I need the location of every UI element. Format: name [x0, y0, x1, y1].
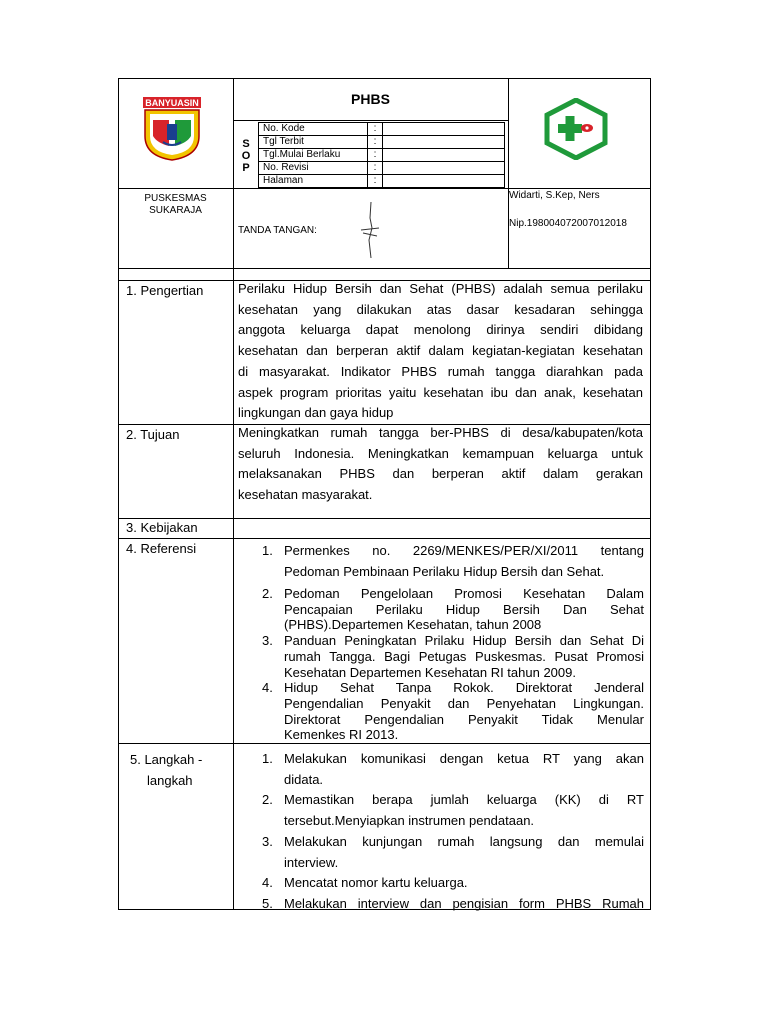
sop-field-sep: :: [368, 149, 383, 162]
list-item-line: tersebut.Menyiapkan instrumen pendataan.: [284, 813, 535, 829]
org-name-line1: PUSKESMAS: [144, 193, 207, 204]
sop-letter-p: P: [242, 162, 250, 174]
list-item-line: Kemenkes RI 2013.: [284, 727, 399, 743]
sop-row: [259, 175, 505, 188]
list-item-line: Direktorat Pengendalian Penyakit Tidak Menular: [284, 711, 644, 727]
sop-field-label: No. Revisi: [259, 162, 368, 175]
sop-field-sep: :: [368, 123, 383, 136]
list-item: [262, 832, 644, 873]
sop-row: [259, 162, 505, 175]
list-item-line: Permenkes no. 2269/MENKES/PER/XI/2011 tentang: [284, 543, 644, 558]
section-label-langkah-line1: 5. Langkah -: [130, 752, 203, 767]
list-item-line: Kesehatan Departemen Kesehatan RI tahun 2009.: [284, 664, 576, 680]
page-title: PHBS: [351, 91, 390, 107]
list-item-number: 4.: [262, 680, 273, 696]
paragraph-line: Perilaku Hidup Bersih dan Sehat (PHBS) adalah semua perilaku: [238, 281, 643, 296]
list-item-line: Pengendalian Penyakit dan Penyehatan Lingkungan.: [284, 695, 644, 711]
puskesmas-logo: [543, 98, 609, 165]
section-label-pengertian: 1. Pengertian: [126, 283, 204, 298]
procedure-list: [262, 749, 644, 915]
list-item: [262, 586, 644, 633]
list-item-line: rumah Tangga. Bagi Petugas Puskesmas. Pusat Promosi: [284, 648, 644, 664]
paragraph-line: kesehatan yang dilakukan atas dasar kesadaran sehingga: [238, 301, 643, 317]
paragraph-line: kesehatan dan berperan aktif dalam kegiatan-kegiatan kesehatan: [238, 343, 643, 359]
section-label-langkah-line2: langkah: [147, 773, 193, 788]
signature-mark: [355, 200, 385, 260]
org-name-line2: SUKARAJA: [149, 205, 202, 216]
sop-field-label: No. Kode: [259, 123, 368, 136]
list-item: [262, 894, 644, 915]
paragraph-line: seluruh Indonesia. Meningkatkan kemampuan keluarga untuk: [238, 445, 643, 461]
sop-field-sep: :: [368, 136, 383, 149]
sop-field-value: [383, 175, 505, 188]
paragraph-line: lingkungan dan gaya hidup: [238, 405, 394, 421]
list-item-line: Melakukan komunikasi dengan ketua RT yang akan: [284, 751, 644, 766]
sop-field-label: Tgl.Mulai Berlaku: [259, 149, 368, 162]
sop-letter-o: O: [241, 150, 251, 162]
list-item-line: Pedoman Pembinaan Perilaku Hidup Bersih dan Sehat.: [284, 563, 605, 579]
paragraph-line: aspek program prioritas yaitu kesehatan ibu dan anak, kesehatan: [238, 384, 643, 400]
list-item: [262, 873, 644, 894]
sop-field-sep: :: [368, 162, 383, 175]
list-item-number: 5.: [262, 895, 273, 911]
list-item-line: Hidup Sehat Tanpa Rokok. Direktorat Jenderal: [284, 680, 644, 696]
sop-row: [259, 123, 505, 136]
sop-field-label: Tgl Terbit: [259, 136, 368, 149]
sop-letter-s: S: [242, 138, 250, 150]
list-item-line: Memastikan berapa jumlah keluarga (KK) di RT: [284, 792, 644, 808]
list-item: [262, 541, 644, 582]
sop-row: [259, 149, 505, 162]
sop-field-value: [383, 136, 505, 149]
list-item-line: Melakukan kunjungan rumah langsung dan memulai: [284, 833, 644, 849]
section-label-langkah: [126, 749, 226, 791]
list-item-number: 1.: [262, 751, 273, 766]
list-item-line: Pedoman Pengelolaan Promosi Kesehatan Dalam: [284, 586, 644, 601]
paragraph-line: kesehatan masyarakat.: [238, 487, 373, 503]
list-item-number: 3.: [262, 833, 273, 849]
section-label-tujuan: 2. Tujuan: [126, 427, 180, 442]
sop-field-value: [383, 149, 505, 162]
list-item-number: 3.: [262, 633, 273, 649]
section-body-tujuan: [238, 423, 643, 506]
sop-field-value: [383, 123, 505, 136]
org-name: [118, 193, 233, 217]
signature-label: TANDA TANGAN:: [238, 225, 317, 236]
list-item-number: 2.: [262, 586, 273, 601]
section-label-referensi: 4. Referensi: [126, 541, 197, 556]
list-item-line: (PHBS).Departemen Kesehatan, tahun 2008: [284, 617, 542, 633]
logo-banner-text: BANYUASIN: [145, 98, 199, 108]
list-item-line: Pencapaian Perilaku Hidup Bersih Dan Sehat: [284, 601, 644, 617]
signer-name: Widarti, S.Kep, Ners: [509, 190, 600, 201]
paragraph-line: Meningkatkan rumah tangga ber-PHBS di desa/kabupaten/kota: [238, 425, 643, 440]
list-item-line: Mencatat nomor kartu keluarga.: [284, 875, 468, 891]
list-item-number: 4.: [262, 875, 273, 891]
paragraph-line: di masyarakat. Indikator PHBS rumah tangga diarahkan pada: [238, 363, 643, 379]
paragraph-line: anggota keluarga dapat menolong dirinya sendiri dibidang: [238, 322, 643, 338]
sop-field-value: [383, 162, 505, 175]
puskesmas-emblem: [543, 98, 609, 160]
sop-field-sep: :: [368, 175, 383, 188]
list-item-line: Melakukan interview dan pengisian form PHBS Rumah: [284, 895, 644, 911]
list-item: [262, 790, 644, 831]
list-item-line: interview.: [284, 854, 339, 870]
sop-field-label: Halaman: [259, 175, 368, 188]
list-item-line: Panduan Peningkatan Prilaku Hidup Bersih dan Sehat Di: [284, 633, 644, 649]
list-item-number: 1.: [262, 543, 273, 558]
signer-nip: Nip.198004072007012018: [509, 218, 627, 229]
sop-row: [259, 136, 505, 149]
reference-list: [262, 541, 644, 743]
list-item-number: 2.: [262, 792, 273, 808]
banyuasin-emblem: [141, 96, 203, 162]
section-body-pengertian: [238, 279, 643, 424]
list-item: [262, 633, 644, 680]
list-item: [262, 680, 644, 743]
sop-letters: [240, 138, 252, 174]
list-item-line: didata.: [284, 771, 324, 787]
section-label-kebijakan: 3. Kebijakan: [126, 520, 198, 535]
list-item: [262, 749, 644, 790]
region-logo: [141, 96, 203, 167]
sop-info-table: [258, 122, 505, 188]
paragraph-line: melaksanakan PHBS dan berperan aktif dalam gerakan: [238, 466, 643, 482]
